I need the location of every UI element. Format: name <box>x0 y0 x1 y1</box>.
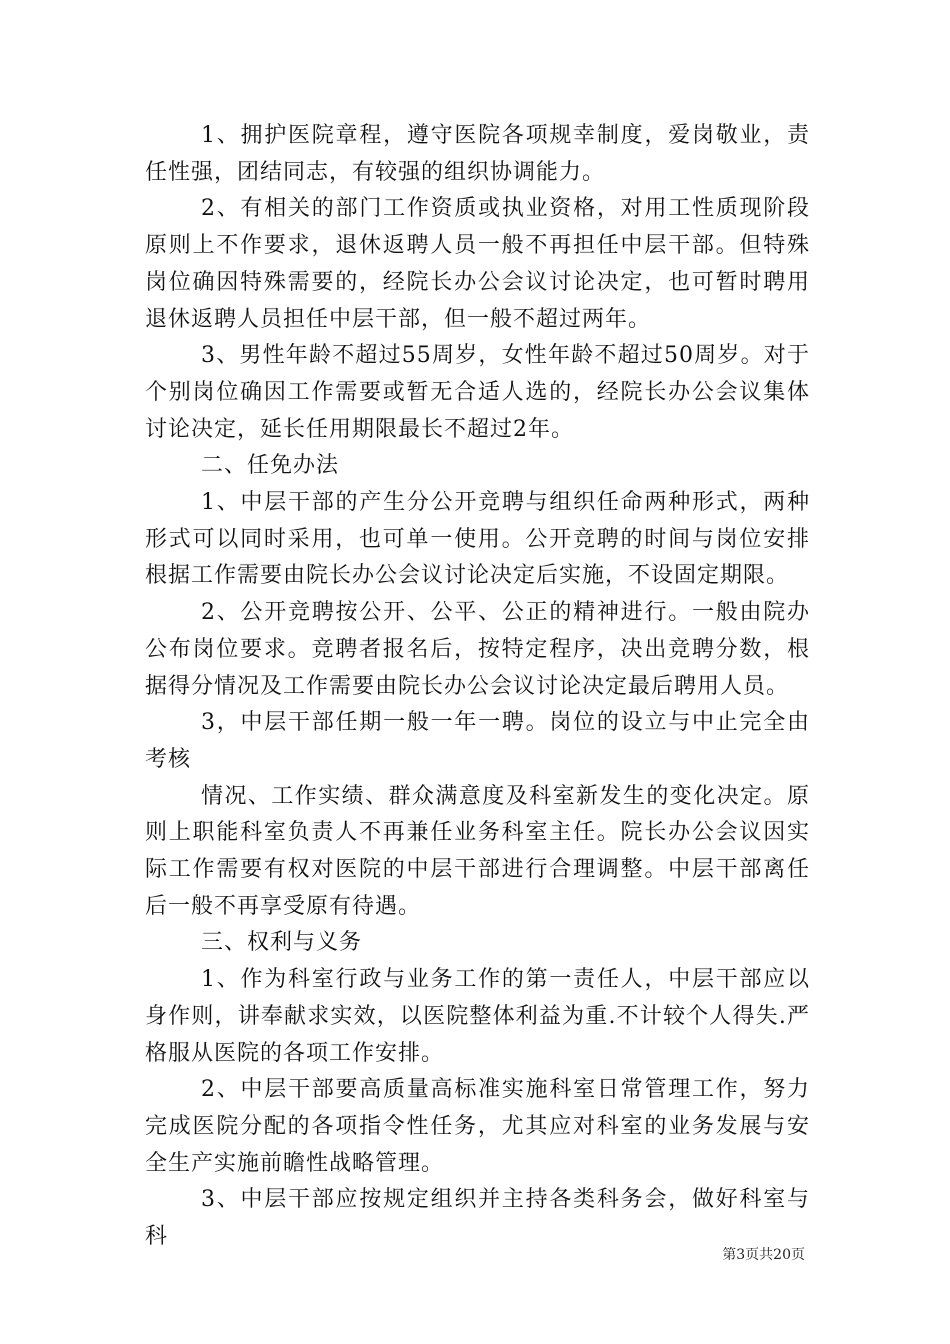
section-heading-rights-duties: 三、权利与义务 <box>201 930 363 956</box>
paragraph-appointment-2: 2、公开竞聘按公开、公平、公正的精神进行。一般由院办公布岗位要求。竞聘者报名后，按特定程序，决出竞聘分数，根据得分情况及工作需要由院长办公会议讨论决定最后聘用人员。 <box>145 600 810 699</box>
paragraph-duty-2: 2、中层干部要高质量高标准实施科室日常管理工作，努力完成医院分配的各项指令性任务，尤其应对科室的业务发展与安全生产实施前瞻性战略管理。 <box>145 1077 810 1176</box>
document-body <box>145 118 810 1256</box>
paragraph-requirement-3: 3、男性年龄不超过55周岁，女性年龄不超过50周岁。对于个别岗位确因工作需要或暂无合适人选的，经院长办公会议集体讨论决定，延长任用期限最长不超过2年。 <box>145 343 810 442</box>
paragraph-duty-3: 3、中层干部应按规定组织并主持各类科务会，做好科室与科 <box>145 1187 810 1250</box>
paragraph-requirement-1: 1、拥护医院章程，遵守医院各项规幸制度，爱岗敬业，责任性强，团结同志，有较强的组织协调能力。 <box>145 123 810 185</box>
page-number-footer: 第3页共20页 <box>722 1247 805 1263</box>
paragraph-duty-1: 1、作为科室行政与业务工作的第一责任人，中层干部应以身作则，讲奉献求实效，以医院整体利益为重.不计较个人得失.严格服从医院的各项工作安排。 <box>145 967 810 1066</box>
section-heading-appointment: 二、任免办法 <box>201 453 340 479</box>
paragraph-appointment-3: 3，中层干部任期一般一年一聘。岗位的设立与中止完全由考核 <box>145 710 810 772</box>
paragraph-appointment-3-continued: 情况、工作实绩、群众满意度及科室新发生的变化决定。原则上职能科室负责人不再兼任业务科室主任。院长办公会议因实际工作需要有权对医院的中层干部进行合理调整。中层干部离任后一般不再享受原有待遇。 <box>145 783 810 919</box>
paragraph-requirement-2: 2、有相关的部门工作资质或执业资格，对用工性质现阶段原则上不作要求，退休返聘人员一般不再担任中层干部。但特殊岗位确因特殊需要的，经院长办公会议讨论决定，也可暂时聘用退休返聘人员担任中层干部，但一般不超过两年。 <box>145 196 810 332</box>
paragraph-appointment-1: 1、中层干部的产生分公开竞聘与组织任命两种形式，两种形式可以同时采用，也可单一使用。公开竞聘的时间与岗位安排根据工作需要由院长办公会议讨论决定后实施，不设固定期限。 <box>145 490 810 589</box>
